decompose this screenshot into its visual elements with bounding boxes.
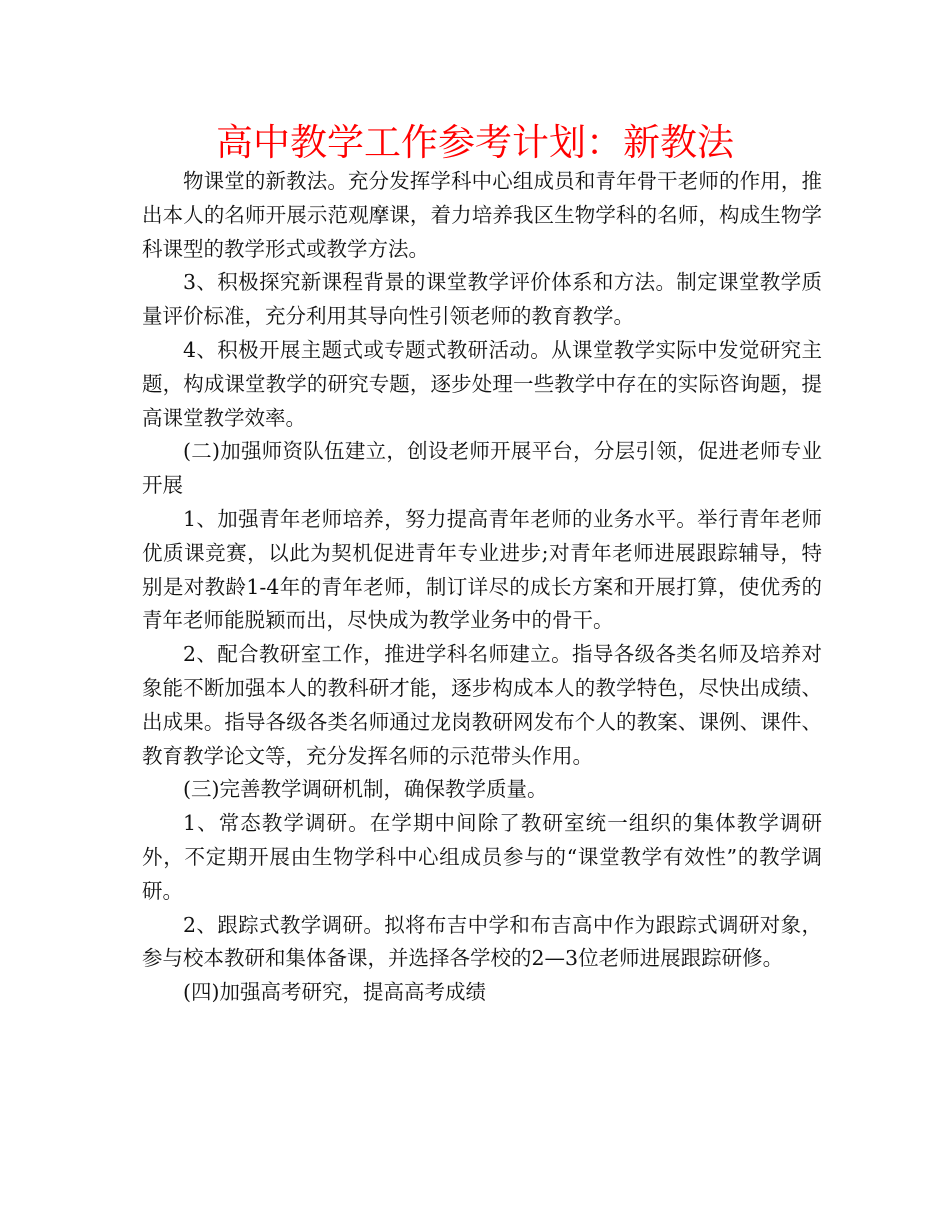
document-title: 高中教学工作参考计划：新教法 — [216, 121, 734, 164]
paragraph: 1、加强青年老师培养，努力提高青年老师的业务水平。举行青年老师优质课竞赛，以此为契机促进青年专业进步;对青年老师进展跟踪辅导，特别是对教龄1-4年的青年老师，制订详尽的成长方案和开展打算，使优秀的青年老师能脱颖而出，尽快成为教学业务中的骨干。 — [142, 506, 822, 633]
paragraph: 2、跟踪式教学调研。拟将布吉中学和布吉高中作为跟踪式调研对象，参与校本教研和集体备课，并选择各学校的2—3位老师进展跟踪研修。 — [142, 912, 822, 971]
paragraph: 物课堂的新教法。充分发挥学科中心组成员和青年骨干老师的作用，推出本人的名师开展示范观摩课，着力培养我区生物学科的名师，构成生物学科课型的教学形式或教学方法。 — [142, 169, 822, 261]
section-heading: (三)完善教学调研机制，确保教学质量。 — [183, 777, 548, 802]
document-body — [142, 165, 822, 1010]
section-heading: (四)加强高考研究，提高高考成绩 — [183, 980, 486, 1005]
section-heading: (二)加强师资队伍建立，创设老师开展平台，分层引领，促进老师专业开展 — [142, 439, 822, 498]
paragraph: 2、配合教研室工作，推进学科名师建立。指导各级各类名师及培养对象能不断加强本人的教科研才能，逐步构成本人的教学特色，尽快出成绩、出成果。指导各级各类名师通过龙岗教研网发布个人的教案、课例、课件、教育教学论文等，充分发挥名师的示范带头作用。 — [142, 642, 822, 768]
paragraph: 3、积极探究新课程背景的课堂教学评价体系和方法。制定课堂教学质量评价标准，充分利用其导向性引领老师的教育教学。 — [142, 270, 822, 329]
paragraph: 4、积极开展主题式或专题式教研活动。从课堂教学实际中发觉研究主题，构成课堂教学的研究专题，逐步处理一些教学中存在的实际咨询题，提高课堂教学效率。 — [142, 337, 822, 430]
paragraph: 1、常态教学调研。在学期中间除了教研室统一组织的集体教学调研外，不定期开展由生物学科中心组成员参与的“课堂教学有效性”的教学调研。 — [142, 811, 822, 903]
